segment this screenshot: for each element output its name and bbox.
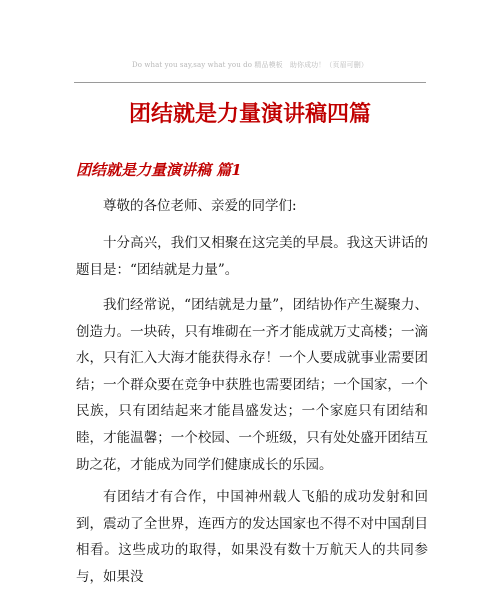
page-header-text: Do what you say,say what you do 精品模板 助你成功！（页眉可删）	[132, 61, 368, 69]
document-title: 团结就是力量演讲稿四篇	[128, 101, 371, 127]
paragraph-intro: 十分高兴，我们又相聚在这完美的早晨。我这天讲话的题目是：“团结就是力量”。	[76, 235, 428, 278]
section-title: 团结就是力量演讲稿 篇1	[76, 161, 242, 179]
paragraph-cooperation: 有团结才有合作，中国神州载人飞船的成功发射和回到，震动了全世界，连西方的发达国家也不得不对中国刮目相看。这些成功的取得，如果没有数十万航天人的共同参与，如果没	[76, 489, 428, 585]
header-divider	[74, 82, 426, 83]
paragraph-greeting: 尊敬的各位老师、亲爱的同学们:	[103, 198, 297, 214]
paragraph-body: 我们经常说，“团结就是力量”，团结协作产生凝聚力、创造力。一块砖，只有堆砌在一齐才能成就万丈高楼；一滴水，只有汇入大海才能获得永存！一个人要成就事业需要团结；一个群众要在竞争中获胜也需要团结；一个国家，一个民族，只有团结起来才能昌盛发达；一个家庭只有团结和睦，才能温馨；一个校园、一个班级，只有处处盛开团结互助之花，才能成为同学们健康成长的乐园。	[76, 297, 428, 473]
